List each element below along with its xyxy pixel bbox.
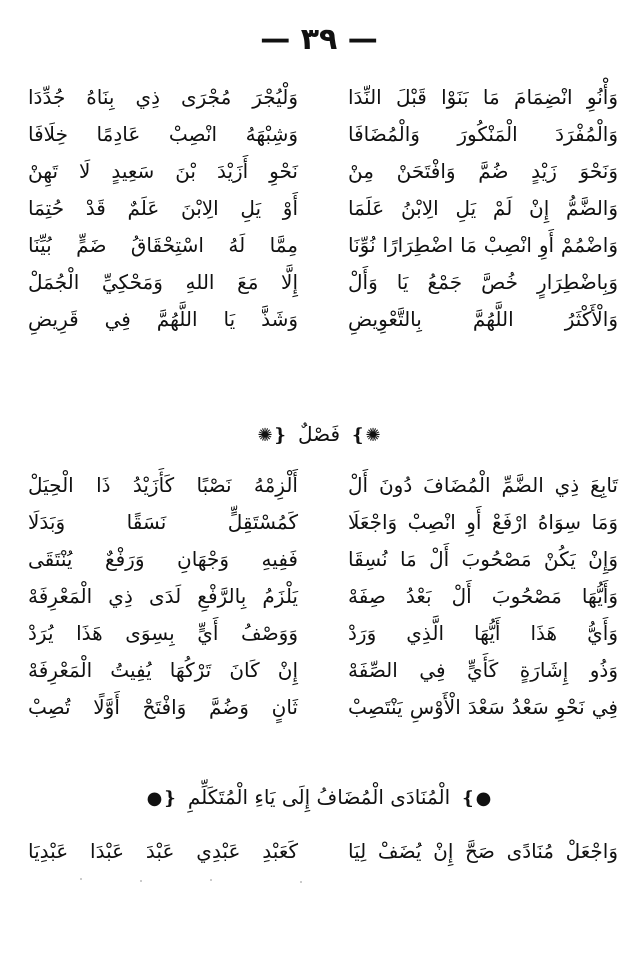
verse-line	[28, 300, 618, 337]
ornament-bracket-icon: ✺❵	[350, 425, 381, 446]
verse-first-hemistich: وَذُو إِشَارَةٍ كَأَيٍّ فِي الصِّفَهْ	[348, 657, 618, 682]
verse-second-hemistich: إِلَّا مَعَ اللهِ وَمَحْكِيِّ الْجُمَلْ	[28, 269, 298, 294]
ornament-bracket-icon: ❴✺	[257, 425, 288, 446]
verse-second-hemistich: فَفِيهِ وَجْهَانِ وَرَفْعٌ يُنْتَقَى	[28, 546, 298, 571]
verse-second-hemistich: نَحْوِ أَزَيْدَ بْنَ سَعِيدٍ لَا تَهِنْ	[28, 158, 298, 183]
verse-second-hemistich: أَوْ يَلِ الِابْنَ عَلَمٌ قَدْ حُتِمَا	[28, 195, 298, 220]
print-speck	[210, 879, 212, 881]
verse-line	[28, 614, 618, 651]
section-heading-munada	[0, 785, 638, 809]
verse-line	[28, 466, 618, 503]
print-speck	[300, 881, 302, 883]
verse-first-hemistich: تَابِعَ ذِي الضَّمِّ الْمُضَافَ دُونَ أَلْ	[348, 472, 618, 497]
verse-line	[28, 152, 618, 189]
verse-first-hemistich: وَبِاضْطِرَارٍ خُصَّ جَمْعُ يَا وَأَلْ	[348, 269, 618, 294]
verse-line	[28, 540, 618, 577]
verse-second-hemistich: وَشَذَّ يَا اللَّهُمَّ فِي قَرِيضِ	[28, 306, 298, 331]
verse-line	[28, 832, 618, 869]
verse-second-hemistich: أَلْزِمْهُ نَصْبًا كَأَزَيْدُ ذَا الْحِيَلْ	[28, 472, 298, 497]
ornament-bracket-icon: ❴●	[146, 788, 178, 809]
verse-first-hemistich: وَاضْمُمْ أَوِ انْصِبْ مَا اضْطِرَارًا نُوِّنَا	[348, 232, 618, 257]
heading-text: فَصْلٌ	[297, 422, 341, 446]
section-heading-fasl	[0, 422, 638, 446]
heading-text: الْمُنَادَى الْمُضَافُ إِلَى يَاءِ الْمُتَكَلِّمِ	[187, 785, 451, 809]
print-speck	[140, 880, 142, 882]
verse-first-hemistich: وَاجْعَلْ مُنَادًى صَحَّ إِنْ يُضَفْ لِيَا	[348, 838, 618, 863]
verse-line	[28, 688, 618, 725]
verse-first-hemistich: وَالضَّمُّ إِنْ لَمْ يَلِ الِابْنُ عَلَمَا	[348, 195, 618, 220]
verse-second-hemistich: وَشِبْهَهُ انْصِبْ عَادِمًا خِلَافَا	[28, 121, 298, 146]
verse-second-hemistich: وَوَصْفُ أَيٍّ بِسِوَى هَذَا يُرَدْ	[28, 620, 298, 645]
verse-second-hemistich: يَلْزَمُ بِالرَّفْعِ لَدَى ذِي الْمَعْرِفَهْ	[28, 583, 298, 608]
verse-second-hemistich: كَعَبْدِ عَبْدِي عَبْدَ عَبْدَا عَبْدِيَا	[28, 838, 298, 863]
verse-line	[28, 577, 618, 614]
verse-second-hemistich: إِنْ كَانَ تَرْكُهَا يُفِيتُ الْمَعْرِفَهْ	[28, 657, 298, 682]
verse-first-hemistich: وَالْمُفْرَدَ الْمَنْكُورَ وَالْمُضَافَا	[348, 121, 618, 146]
verse-line	[28, 78, 618, 115]
verse-line	[28, 115, 618, 152]
verse-second-hemistich: كَمُسْتَقِلٍّ نَسَقًا وَبَدَلَا	[28, 509, 298, 534]
verse-line	[28, 651, 618, 688]
verse-block-3	[28, 832, 618, 869]
verse-line	[28, 226, 618, 263]
verse-first-hemistich: وَالْأَكْثَرُ اللَّهُمَّ بِالتَّعْوِيضِ	[348, 306, 618, 331]
verse-first-hemistich: وَأَيُّهَا مَصْحُوبَ أَلْ بَعْدُ صِفَهْ	[348, 583, 618, 608]
verse-first-hemistich: وَأْنُوِ انْضِمَامَ مَا بَنَوْا قَبْلَ النِّدَا	[348, 84, 618, 109]
verse-first-hemistich: وَنَحْوَ زَيْدٍ ضُمَّ وَافْتَحَنْ مِنْ	[348, 158, 618, 183]
verse-line	[28, 189, 618, 226]
verse-line	[28, 263, 618, 300]
verse-first-hemistich: فِي نَحْوِ سَعْدُ سَعْدَ الْأَوْسِ يَنْتَصِبْ	[348, 694, 618, 719]
verse-block-2	[28, 466, 618, 725]
verse-first-hemistich: وَمَا سِوَاهُ ارْفَعْ أَوِ انْصِبْ وَاجْعَلَا	[348, 509, 618, 534]
verse-block-1	[28, 78, 618, 337]
verse-second-hemistich: ثَانٍ وَضُمَّ وَافْتَحْ أَوَّلًا تُصِبْ	[28, 694, 298, 719]
verse-first-hemistich: وَإِنْ يَكُنْ مَصْحُوبَ أَلْ مَا نُسِقَا	[348, 546, 618, 571]
print-speck	[80, 878, 82, 880]
page-number: — ٣٩ —	[260, 22, 378, 57]
verse-second-hemistich: مِمَّا لَهُ اسْتِحْقَاقُ ضَمٍّ بُيِّنَا	[28, 232, 298, 257]
verse-first-hemistich: وَأَيُّ هَذَا أَيُّهَا الَّذِي وَرَدْ	[348, 620, 618, 645]
verse-second-hemistich: وَلْيُجْرَ مُجْرَى ذِي بِنَاهُ جُدِّدَا	[28, 84, 298, 109]
verse-line	[28, 503, 618, 540]
ornament-bracket-icon: ●❵	[460, 788, 492, 809]
